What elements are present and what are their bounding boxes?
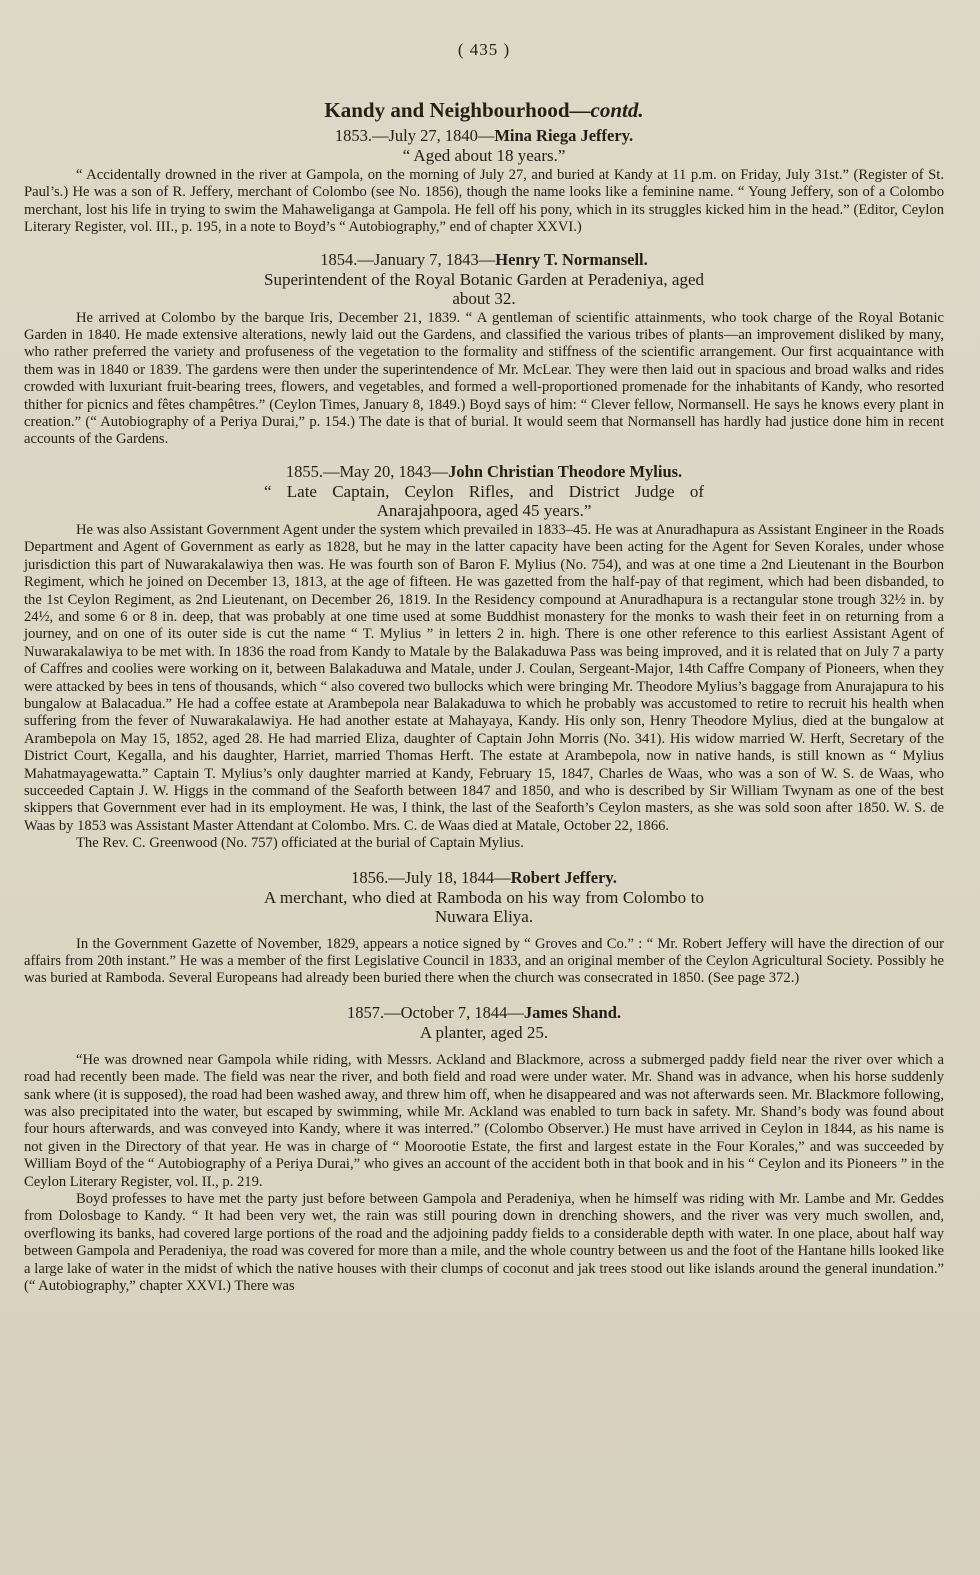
entry-heading [24,249,944,270]
entry-paragraph: “He was drowned near Gampola while riding, with Messrs. Ackland and Blackmore, across a submerged paddy field near the river over which a road had recently been made. The field was near the river, and both field and road were under water. Mr. Shand was in advance, when his horse suddenly sank where (it is supposed), the road had been washed away, and threw him off, when he disappeared and was not afterwards seen. Mr. Blackmore following, was also precipitated into the water, but escaped by swimming, while Mr. Ackland was enabled to turn back in safety. Mr. Shand’s body was found about four hours afterwards, and was conveyed into Kandy, where it was interred.” (Colombo Observer.) He must have arrived in Ceylon in 1844, as his name is not given in the Directory of that year. He was in charge of “ Moorootie Estate, the first and largest estate in the Four Korales,” and was succeeded by William Boyd of the “ Autobiography of a Periya Durai,” who gives an account of the accident both in that book and in his “ Ceylon and its Pioneers ” in the Ceylon Literary Register, vol. II., p. 219. [24,1051,944,1190]
entry-paragraph: “ Accidentally drowned in the river at Gampola, on the morning of July 27, and buried at Kandy at 11 p.m. on Friday, July 31st.” (Register of St. Paul’s.) He was a son of R. Jeffery, merchant of Colombo (see No. 1856), though the name looks like a feminine name. “ Young Jeffery, son of a Colombo merchant, lost his life in trying to swim the Mahaweliganga at Gampola. He fell off his pony, which in its struggles kicked him in the head.” (Editor, Ceylon Literary Register, vol. III., p. 195, in a note to Boyd’s “ Autobiography,” end of chapter XXVI.) [24,167,944,236]
entry-1854 [24,249,944,449]
entry-paragraph: Boyd professes to have met the party just before between Gampola and Peradeniya, when he himself was riding with Mr. Lambe and Mr. Geddes from Dolosbage to Kandy. “ It had been very wet, the rain was still pouring down in drenching showers, and the river was very much swollen, and, overflowing its banks, had covered large portions of the road and the adjoining paddy fields to a considerable depth with water. In one place, about half way between Gampola and Peradeniya, the road was covered for more than a mile, and the whole country between us and the foot of the Hantane hills looked like a large lake of water in the midst of which the native houses with their clumps of coconut and jak trees stood out like islands around the general inundation.” (“ Autobiography,” chapter XXVI.) There was [24,1191,944,1295]
entry-1853 [24,125,944,237]
entry-subtitle: “ Aged about 18 years.” [402,146,566,165]
entry-heading [24,125,944,146]
entry-date: 1854.—January 7, 1843— [320,249,496,269]
entry-1855 [24,461,944,853]
spacer [24,928,944,936]
page-number: ( 435 ) [457,40,511,59]
entry-date: 1857.—October 7, 1844— [346,1002,524,1022]
entry-subtitle: A planter, aged 25. [419,1022,549,1042]
entry-1857 [24,1002,944,1296]
running-title-main: Kandy and Neighbourhood— [324,98,591,122]
spacer [24,449,944,461]
entry-name: Mina Riega Jeffery. [494,126,634,145]
entry-paragraph: He arrived at Colombo by the barque Iris, December 21, 1839. “ A gentleman of scientific attainments, who took charge of the Royal Botanic Garden in 1840. He made extensive alterations, newly laid out the Gardens, and classified the various tribes of plants—an improvement disliked by many, who rather preferred the variety and profuseness of the vegetation to the formality and stiffness of the scientific arrangement. Our first acquaintance with them was in 1840 or 1839. The gardens were then under the superintendence of Mr. McLear. They were then laid out in spacious and broad walks and rides crowded with luxuriant fruit-bearing trees, flowers, and vegetables, and formed a well-proportioned promenade for the inhabitants of Kandy, who resorted thither for picnics and fêtes champêtres.” (Ceylon Times, January 8, 1849.) Boyd says of him: “ Clever fellow, Normansell. He says he knows every plant in creation.” (“ Autobiography of a Periya Durai,” p. 154.) The date is that of burial. It would seem that Normansell has hardly had justice done him in recent accounts of the Gardens. [24,309,944,448]
entry-heading [24,867,944,888]
spacer [24,1044,944,1052]
entry-paragraph: He was also Assistant Government Agent under the system which prevailed in 1833–45. He was at Anuradhapura as Assistant Engineer in the Roads Department and Agent of Government as early as 1828, but he may in the latter capacity have been acting for the Agent for Seven Korales, under whose jurisdiction this part of Nuwarakalawiya then was. He was fourth son of Baron F. Mylius (No. 754), and was at one time a 2nd Lieutenant in the Bourbon Regiment, which he joined on December 13, 1813, at the age of fifteen. He was gazetted from the half-pay of that regiment, which had been disbanded, to the 1st Ceylon Regiment, as 2nd Lieutenant, on December 26, 1819. In the Residency compound at Anuradhapura is a rectangular stone trough 32½ in. by 24½, and some 6 or 8 in. deep, that was probably at one time used at some Buddhist monastery for the monks to wash their feet in on returning from a journey, and on one of its outer side is cut the name “ T. Mylius ” in letters 2 in. high. There is one other reference to this earliest Assistant Agent of Nuwarakalawiya to be met with. In 1836 the road from Kandy to Matale by the Balakaduwa Pass was being improved, and it is related that on July 7 a party of Caffres and coolies were working on it, between Balakaduwa and Matale, under J. Coulan, Sergeant-Major, 14th Caffre Company of Pioneers, when they were attacked by bees in tens of thousands, which “ also covered two bullocks which were bringing Mr. Theodore Mylius’s baggage from Anurajapura to his bungalow at Balacadua.” He had a coffee estate at Arambepola near Balakaduwa to which he probably was accustomed to retire to recruit his health when suffering from the fever of Nuwarakalawiya. He had another estate at Mahayaya, Kandy. His only son, Henry Theodore Mylius, died at the bungalow at Arambepola on May 15, 1852, aged 28. He had married Eliza, daughter of Captain John Morris (No. 341). His widow married W. Herft, Secretary of the District Court, Kegalla, and his daughter, Harriet, married Thomas Herft. The estate at Arambepola, now in native hands, is still known as “ Mylius Mahatmayagewatta.” Captain T. Mylius’s only daughter married at Kandy, February 15, 1847, Charles de Waas, who was a son of W. S. de Waas, who succeeded Captain J. W. Higgs in the command of the Seaforth between 1847 and 1850, and who is described by Sir William Twynam as one of the best skippers that Government ever had in its employment. He was, I think, the last of the Seaforth’s Ceylon masters, as she was sold soon after 1850. W. S. de Waas by 1853 was Assistant Master Attendant at Colombo. Mrs. C. de Waas died at Matale, October 22, 1866. [24,521,944,834]
entry-paragraph: In the Government Gazette of November, 1829, appears a notice signed by “ Groves and Co.” : “ Mr. Robert Jeffery will have the direction of our affairs from 20th instant.” He was a member of the first Legislative Council in 1833, and an original member of the Ceylon Agricultural Society. Possibly he was buried at Ramboda. Several Europeans had already been buried there when the church was consecrated in 1850. (See page 372.) [24,935,944,987]
entry-subtitle: Superintendent of the Royal Botanic Garden at Peradeniya, aged about 32. [264,269,704,308]
entry-subtitle: A merchant, who died at Ramboda on his way from Colombo to Nuwara Eliya. [264,887,704,926]
entry-name: Robert Jeffery. [510,867,617,887]
entry-heading [24,1002,944,1023]
running-title [24,98,944,123]
entry-date: 1855.—May 20, 1843— [285,461,449,481]
entry-heading [24,461,944,482]
entry-paragraph: The Rev. C. Greenwood (No. 757) officiated at the burial of Captain Mylius. [76,835,524,852]
entry-name: John Christian Theodore Mylius. [448,461,683,481]
entry-date: 1856.—July 18, 1844— [351,867,511,887]
spacer [24,988,944,1002]
entry-name: Henry T. Normansell. [495,249,648,269]
spacer [24,237,944,249]
entry-subtitle: “ Late Captain, Ceylon Rifles, and District Judge of Anarajahpoora, aged 45 years.” [264,481,704,520]
entry-name: James Shand. [523,1002,622,1022]
spacer [24,853,944,867]
entry-1856 [24,867,944,988]
entry-date: 1853.—July 27, 1840— [334,126,495,145]
running-title-contd: contd. [590,98,644,122]
